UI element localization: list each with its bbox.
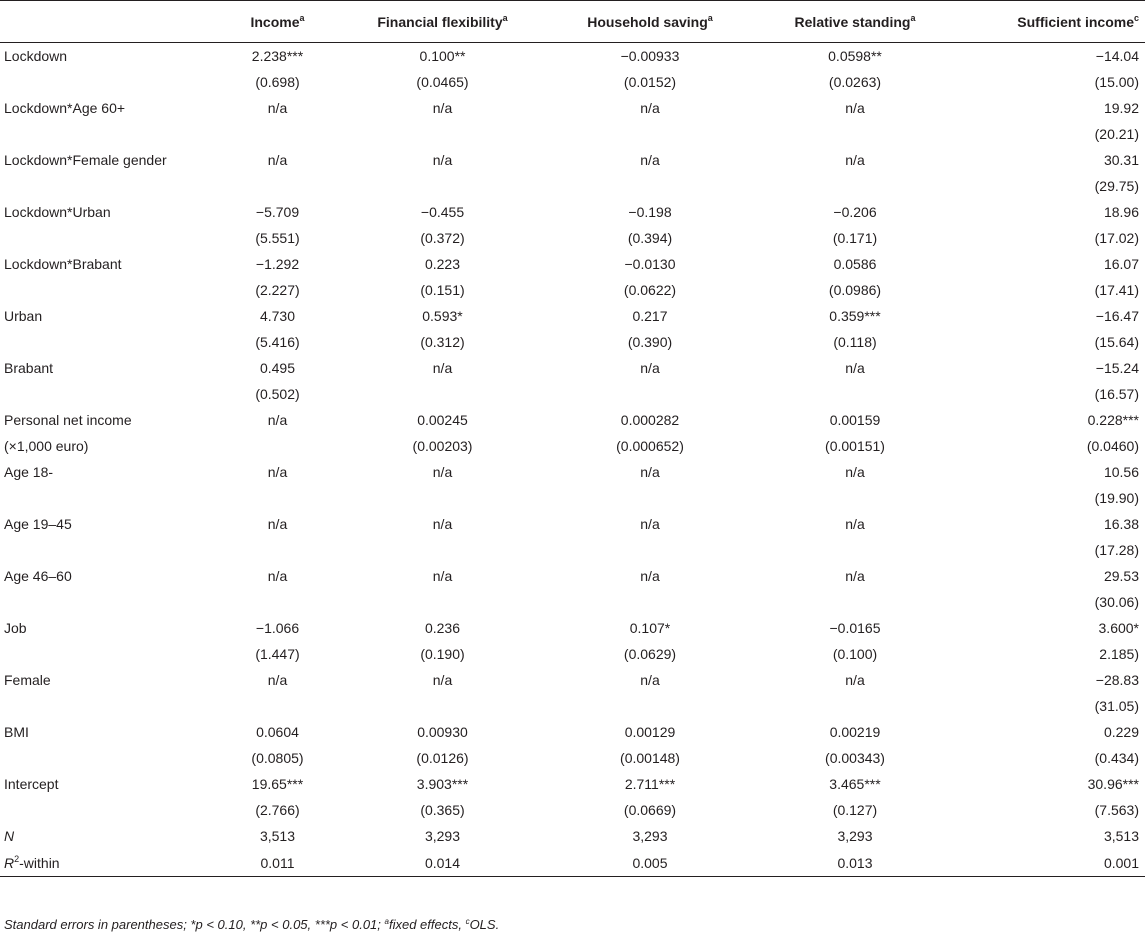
- table-cell: [545, 121, 755, 147]
- row-label: [0, 485, 215, 511]
- table-row: [0, 69, 1145, 95]
- table-body: [0, 43, 1145, 877]
- table-cell: n/a: [640, 568, 660, 584]
- table-cell: (0.434): [1094, 750, 1139, 766]
- row-label: [0, 121, 215, 147]
- table-cell: [755, 693, 955, 719]
- row-label: [0, 589, 215, 615]
- table-cell: [545, 537, 755, 563]
- table-cell: 0.014: [340, 849, 545, 877]
- row-label: [0, 693, 215, 719]
- table-cell: [215, 693, 340, 719]
- header-sufficient-income: Sufficient income$^c$: [955, 1, 1145, 43]
- table-cell: (0.372): [420, 230, 465, 246]
- table-row: [0, 121, 1145, 147]
- table-cell: −0.0165: [829, 620, 881, 636]
- table-cell: 0.223: [424, 256, 461, 272]
- row-label-n: N: [4, 828, 15, 844]
- table-cell: (19.90): [1094, 490, 1139, 506]
- table-cell: 0.228***: [1087, 412, 1139, 428]
- table-cell: 3.465***: [829, 776, 881, 792]
- table-cell: −5.709: [255, 204, 300, 220]
- header-income: Income$^a$: [215, 1, 340, 43]
- table-cell: −1.292: [255, 256, 300, 272]
- table-cell: [340, 693, 545, 719]
- table-cell: (0.0622): [623, 282, 677, 298]
- table-cell: (0.100): [832, 646, 878, 662]
- table-cell: −1.066: [255, 620, 300, 636]
- table-cell: 18.96: [1103, 204, 1139, 220]
- row-label: [0, 797, 215, 823]
- table-cell: (7.563): [1094, 802, 1139, 818]
- table-cell: (20.21): [1094, 126, 1139, 142]
- table-cell: 29.53: [1103, 568, 1139, 584]
- table-cell: [215, 173, 340, 199]
- table-cell: (2.766): [255, 802, 300, 818]
- table-cell: 0.00219: [829, 724, 881, 740]
- table-cell: 0.005: [545, 849, 755, 877]
- table-cell: n/a: [845, 672, 865, 688]
- table-cell: 0.000282: [620, 412, 680, 428]
- table-cell: −0.206: [833, 204, 877, 220]
- table-cell: [545, 589, 755, 615]
- table-cell: [340, 381, 545, 407]
- row-label: [0, 69, 215, 95]
- row-label: Job: [4, 620, 27, 636]
- table-cell: 3,293: [837, 828, 873, 844]
- table-cell: (5.551): [255, 230, 300, 246]
- table-cell: [755, 485, 955, 511]
- table-cell: n/a: [267, 672, 288, 688]
- table-row: [0, 563, 1145, 589]
- table-cell: n/a: [845, 464, 865, 480]
- table-cell: [340, 537, 545, 563]
- table-cell: (0.0465): [416, 74, 469, 90]
- table-cell: n/a: [267, 464, 288, 480]
- table-cell: (0.0460): [1086, 438, 1139, 454]
- table-cell: 10.56: [1103, 464, 1139, 480]
- row-label: BMI: [4, 724, 29, 740]
- table-header: [0, 1, 1145, 43]
- table-cell: (30.06): [1094, 594, 1139, 610]
- table-cell: n/a: [267, 100, 288, 116]
- table-cell: (5.416): [255, 334, 300, 350]
- table-cell: (16.57): [1094, 386, 1139, 402]
- table-cell: n/a: [432, 100, 453, 116]
- table-cell: −15.24: [1095, 360, 1139, 376]
- table-cell: 0.013: [755, 849, 955, 877]
- table-cell: [340, 121, 545, 147]
- table-cell: 3,293: [424, 828, 461, 844]
- table-cell: −14.04: [1095, 48, 1139, 64]
- table-cell: n/a: [432, 152, 453, 168]
- table-row: [0, 225, 1145, 251]
- table-cell: 3,293: [632, 828, 668, 844]
- table-cell: (0.127): [832, 802, 878, 818]
- table-row: [0, 43, 1145, 70]
- table-cell: 0.00159: [829, 412, 881, 428]
- table-cell: [340, 173, 545, 199]
- table-cell: −0.00933: [620, 48, 680, 64]
- table-cell: n/a: [640, 464, 660, 480]
- row-label-r2: $R^2$-within: [0, 849, 215, 877]
- table-cell: [755, 173, 955, 199]
- table-cell: 19.92: [1103, 100, 1139, 116]
- table-cell: (0.312): [420, 334, 465, 350]
- table-row: [0, 459, 1145, 485]
- table-row: [0, 95, 1145, 121]
- table-cell: (17.41): [1094, 282, 1139, 298]
- table-cell: n/a: [845, 568, 865, 584]
- table-row: [0, 277, 1145, 303]
- row-label: Lockdown*Female gender: [4, 152, 167, 168]
- table-cell: (0.0629): [623, 646, 677, 662]
- table-cell: n/a: [432, 672, 453, 688]
- table-cell: (0.0263): [828, 74, 882, 90]
- row-label: [0, 641, 215, 667]
- table-cell: n/a: [432, 568, 453, 584]
- table-cell: 0.236: [424, 620, 461, 636]
- table-cell: [755, 381, 955, 407]
- table-cell: 2.185): [1099, 646, 1139, 662]
- table-cell: n/a: [432, 360, 453, 376]
- table-row: [0, 173, 1145, 199]
- table-cell: n/a: [845, 360, 865, 376]
- table-cell: (1.447): [255, 646, 300, 662]
- table-cell: [340, 589, 545, 615]
- table-row: [0, 771, 1145, 797]
- table-cell: [545, 693, 755, 719]
- table-cell: n/a: [267, 152, 288, 168]
- table-cell: (0.0152): [623, 74, 677, 90]
- table-cell: n/a: [267, 568, 288, 584]
- table-cell: (0.0986): [828, 282, 882, 298]
- table-cell: −28.83: [1095, 672, 1139, 688]
- table-cell: (0.394): [627, 230, 673, 246]
- table-cell: 3.903***: [416, 776, 469, 792]
- table-cell: (0.698): [255, 74, 300, 90]
- table-row: [0, 485, 1145, 511]
- table-cell: 3,513: [259, 828, 296, 844]
- table-cell: −0.198: [628, 204, 672, 220]
- header-household-saving: Household saving$^a$: [545, 1, 755, 43]
- table-cell: 0.217: [632, 308, 668, 324]
- table-row: [0, 407, 1145, 433]
- table-row: [0, 797, 1145, 823]
- table-cell: n/a: [640, 152, 660, 168]
- table-cell: [755, 589, 955, 615]
- table-cell: (0.00203): [412, 438, 473, 454]
- table-footnote: Standard errors in parentheses; *p < 0.10, **p < 0.05, ***p < 0.01; $^a$fixed effects, $^c$OLS.: [4, 917, 500, 932]
- table-cell: 0.495: [259, 360, 296, 376]
- table-cell: (0.365): [420, 802, 465, 818]
- table-cell: 0.100**: [419, 48, 466, 64]
- table-cell: 0.011: [215, 849, 340, 877]
- table-cell: (0.0669): [623, 802, 677, 818]
- table-cell: (0.00343): [825, 750, 885, 766]
- table-row: [0, 511, 1145, 537]
- table-row: [0, 329, 1145, 355]
- row-label: [0, 225, 215, 251]
- row-label: [0, 537, 215, 563]
- row-label: (×1,000 euro): [4, 438, 89, 454]
- table-cell: (0.00148): [620, 750, 680, 766]
- table-cell: n/a: [640, 672, 660, 688]
- table-cell: 16.07: [1103, 256, 1139, 272]
- table-row: [0, 589, 1145, 615]
- table-cell: 16.38: [1103, 516, 1139, 532]
- table-cell: (0.151): [420, 282, 465, 298]
- table-cell: (31.05): [1094, 698, 1139, 714]
- row-label: Age 19–45: [4, 516, 72, 532]
- table-cell: 3.600*: [1098, 620, 1139, 636]
- table-cell: [545, 381, 755, 407]
- table-row: [0, 667, 1145, 693]
- row-label: Age 18-: [4, 464, 54, 480]
- table-row: [0, 303, 1145, 329]
- table-cell: 4.730: [259, 308, 296, 324]
- table-cell: (15.00): [1094, 74, 1139, 90]
- table-cell: [215, 589, 340, 615]
- table-row: [0, 147, 1145, 173]
- table-cell: [215, 485, 340, 511]
- table-cell: 0.0598**: [828, 48, 882, 64]
- header-stub: [0, 1, 215, 43]
- row-label: Lockdown*Urban: [4, 204, 111, 220]
- table-cell: 0.00930: [417, 724, 468, 740]
- table-row: [0, 433, 1145, 459]
- table-cell: (0.000652): [616, 438, 684, 454]
- table-row: [0, 251, 1145, 277]
- table-row: [0, 693, 1145, 719]
- table-cell: n/a: [640, 100, 660, 116]
- table-cell: (0.00151): [825, 438, 885, 454]
- row-label: Age 46–60: [4, 568, 72, 584]
- table-row-r2: [0, 849, 1145, 877]
- table-cell: (0.390): [627, 334, 673, 350]
- table-cell: 0.001: [955, 849, 1145, 877]
- table-cell: n/a: [845, 516, 865, 532]
- table-cell: 0.229: [1103, 724, 1139, 740]
- table-cell: n/a: [267, 412, 288, 428]
- table-row: [0, 355, 1145, 381]
- table-cell: 2.238***: [251, 48, 304, 64]
- table-cell: (0.190): [420, 646, 465, 662]
- row-label: Personal net income: [4, 412, 132, 428]
- row-label: Female: [4, 672, 51, 688]
- table-cell: (0.118): [833, 334, 877, 350]
- header-relative-standing: Relative standing$^a$: [755, 1, 955, 43]
- row-label: Urban: [4, 308, 43, 324]
- table-cell: (29.75): [1094, 178, 1139, 194]
- table-cell: n/a: [640, 360, 660, 376]
- table-cell: −0.455: [420, 204, 465, 220]
- table-cell: 0.0604: [256, 724, 299, 740]
- row-label: Lockdown: [4, 48, 68, 64]
- table-cell: (15.64): [1094, 334, 1139, 350]
- table-cell: (0.0805): [251, 750, 304, 766]
- table-cell: −16.47: [1095, 308, 1139, 324]
- header-financial-flexibility: Financial flexibility$^a$: [340, 1, 545, 43]
- table-cell: [215, 121, 340, 147]
- table-cell: (0.171): [832, 230, 878, 246]
- table-row: [0, 537, 1145, 563]
- table-row: [0, 745, 1145, 771]
- header-row: [0, 1, 1145, 43]
- row-label: Lockdown*Age 60+: [4, 100, 126, 116]
- table-cell: (17.02): [1094, 230, 1139, 246]
- table-row: [0, 641, 1145, 667]
- table-cell: n/a: [267, 516, 288, 532]
- row-label: Brabant: [4, 360, 54, 376]
- row-label: Intercept: [4, 776, 59, 792]
- row-label: [0, 381, 215, 407]
- table-cell: [215, 433, 340, 459]
- row-label: [0, 329, 215, 355]
- table-cell: [545, 173, 755, 199]
- table-cell: (0.0126): [416, 750, 469, 766]
- table-cell: n/a: [640, 516, 660, 532]
- row-label: [0, 277, 215, 303]
- table-cell: (0.502): [255, 386, 300, 402]
- table-cell: [755, 537, 955, 563]
- table-cell: −0.0130: [624, 256, 676, 272]
- table-cell: 0.593*: [422, 308, 463, 324]
- table-cell: 0.107*: [629, 620, 671, 636]
- table-cell: [755, 121, 955, 147]
- table-cell: 30.96***: [1087, 776, 1139, 792]
- table-cell: [545, 485, 755, 511]
- table-row: [0, 199, 1145, 225]
- table-cell: n/a: [845, 152, 865, 168]
- table-cell: 30.31: [1103, 152, 1139, 168]
- table-row: [0, 719, 1145, 745]
- table-row-n: [0, 823, 1145, 849]
- table-cell: (2.227): [255, 282, 300, 298]
- row-label: Lockdown*Brabant: [4, 256, 122, 272]
- table-cell: n/a: [845, 100, 865, 116]
- row-label: [0, 173, 215, 199]
- table-cell: 0.00129: [624, 724, 676, 740]
- table-cell: n/a: [432, 464, 453, 480]
- row-label: [0, 745, 215, 771]
- table-cell: 0.0586: [833, 256, 877, 272]
- table-cell: 0.00245: [417, 412, 468, 428]
- table-cell: 3,513: [1103, 828, 1139, 844]
- table-cell: 2.711***: [624, 776, 676, 792]
- table-cell: 19.65***: [251, 776, 304, 792]
- table-row: [0, 615, 1145, 641]
- table-cell: [340, 485, 545, 511]
- table-cell: (17.28): [1094, 542, 1139, 558]
- table-row: [0, 381, 1145, 407]
- table-cell: [215, 537, 340, 563]
- table-cell: 0.359***: [829, 308, 881, 324]
- table-cell: n/a: [432, 516, 453, 532]
